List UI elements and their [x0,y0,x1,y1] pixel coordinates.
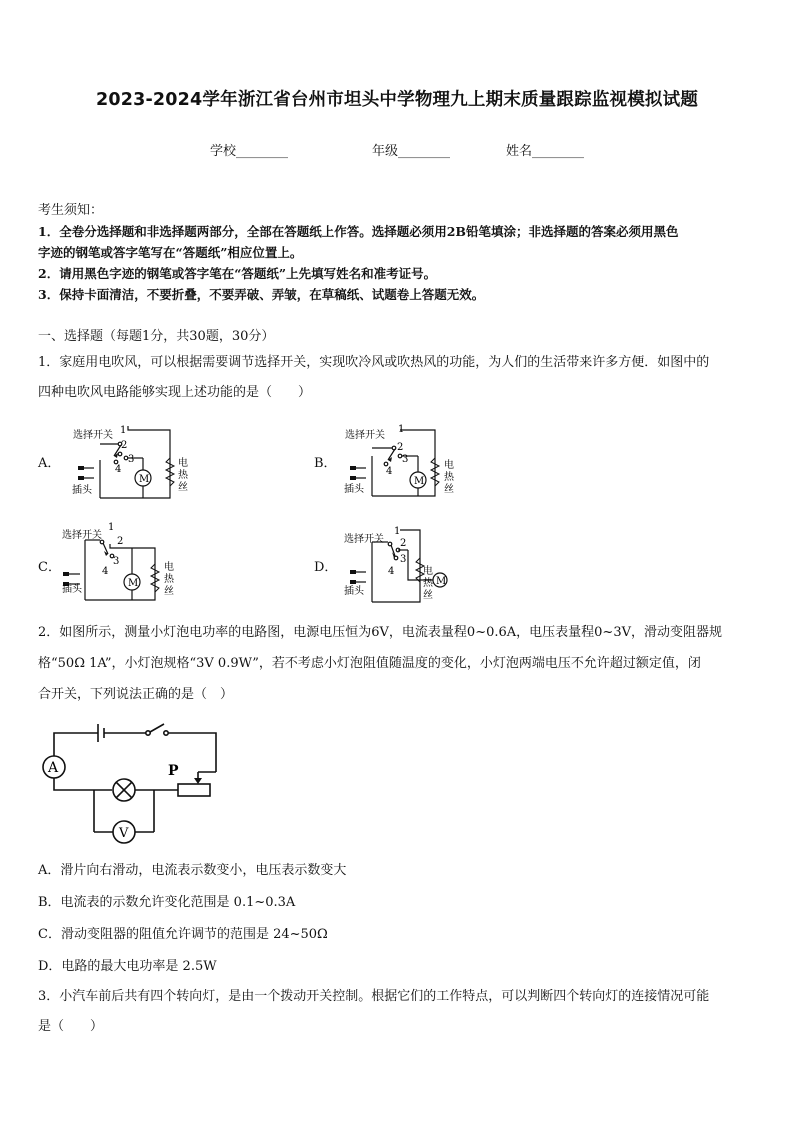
node-2-label: 2 [117,536,124,547]
heater-label: 电 [444,460,454,471]
heater-label: 电 [164,562,174,573]
q2-text-line2: 格“50Ω 1A”，小灯泡规格“3V 0.9W”，若不考虑小灯泡阻值随温度的变化，小灯泡两端电压不允许超过额定值，闭 [38,656,701,671]
note-item: 2．请用黑色字迹的钢笔或答字笔在“答题纸”上先填写姓名和准考证号。 [38,266,437,281]
heater-label: 丝 [178,482,188,493]
voltmeter-icon: V [119,826,129,841]
motor-label: M [128,578,139,589]
motor-label: M [139,474,150,485]
node-4-label: 4 [115,464,122,475]
heater-label: 热 [178,470,188,481]
q3-text-line2: 是（ ） [38,1019,104,1034]
node-2-label: 2 [121,440,128,451]
node-3-label: 3 [402,454,409,465]
node-3-label: 3 [113,556,120,567]
q1-option-c[interactable]: C． [38,560,61,575]
node-1-label: 1 [108,522,115,533]
note-item: 3．保持卡面清洁，不要折叠，不要弄破、弄皱，在草稿纸、试题卷上答题无效。 [38,287,485,302]
node-3-label: 3 [400,554,407,565]
slider-label: P [168,763,179,779]
section-heading: 一、选择题（每题1分，共30题，30分） [38,329,275,344]
node-2-label: 2 [400,538,407,549]
node-1-label: 1 [398,424,405,435]
heater-label: 热 [423,578,433,589]
q1-circuit-a [68,418,208,508]
heater-label: 电 [423,566,433,577]
q2-option-d[interactable]: D．电路的最大电功率是 2.5W [38,959,217,974]
q1-text-line1: 1．家庭用电吹风，可以根据需要调节选择开关，实现吹冷风或吹热风的功能，为人们的生活带来许多方便．如图中的 [38,355,710,370]
page-title: 2023-2024学年浙江省台州市坦头中学物理九上期末质量跟踪监视模拟试题 [95,90,699,110]
node-4-label: 4 [388,566,395,577]
notes-list [38,221,758,305]
q2-option-b[interactable]: B．电流表的示数允许变化范围是 0.1~0.3A [38,895,296,910]
q2-text-line3: 合开关，下列说法正确的是（ ） [38,687,234,702]
heater-label: 丝 [444,484,454,495]
school-field: 学校________ [210,144,289,159]
q2-text-line1: 2．如图所示，测量小灯泡电功率的电路图，电源电压恒为6V，电流表量程0~0.6A，电压表量程0~3V，滑动变阻器规 [38,625,722,640]
switch-label: 选择开关 [344,534,384,545]
notes-heading: 考生须知： [38,203,104,218]
q2-option-a[interactable]: A．滑片向右滑动，电流表示数变小，电压表示数变大 [38,863,347,878]
q3-text-line1: 3．小汽车前后共有四个转向灯，是由一个拨动开关控制。根据它们的工作特点，可以判断四个转向灯的连接情况可能 [38,989,710,1004]
plug-label: 插头 [72,485,92,496]
q1-circuit-d [340,522,460,612]
switch-label: 选择开关 [73,430,113,441]
q1-circuit-c [60,520,190,610]
heater-label: 丝 [164,586,174,597]
q2-circuit [38,720,228,845]
plug-label: 插头 [344,484,364,495]
note-item: 字迹的钢笔或答字笔写在“答题纸”相应位置上。 [38,245,303,260]
q1-text-line2: 四种电吹风电路能够实现上述功能的是（ ） [38,385,312,400]
plug-label: 插头 [62,584,82,595]
motor-label: M [414,476,425,487]
plug-label: 插头 [344,586,364,597]
node-1-label: 1 [394,526,401,537]
node-4-label: 4 [386,466,393,477]
heater-label: 电 [178,458,188,469]
q1-circuit-b [340,420,480,510]
node-4-label: 4 [102,566,109,577]
heater-label: 丝 [423,590,433,601]
heater-label: 热 [164,574,174,585]
node-1-label: 1 [120,425,127,436]
node-2-label: 2 [397,442,404,453]
switch-label: 选择开关 [62,530,102,541]
q1-option-b[interactable]: B． [314,456,337,471]
q2-option-c[interactable]: C．滑动变阻器的阻值允许调节的范围是 24~50Ω [38,927,328,942]
motor-label: M [436,576,447,587]
name-field: 姓名________ [506,144,585,159]
q1-option-d[interactable]: D． [314,560,338,575]
grade-field: 年级________ [372,144,451,159]
switch-label: 选择开关 [345,430,385,441]
q1-option-a[interactable]: A． [38,456,61,471]
heater-label: 热 [444,472,454,483]
note-item: 1．全卷分选择题和非选择题两部分，全部在答题纸上作答。选择题必须用2B铅笔填涂；非选择题的答案必须用黑色 [38,224,679,239]
ammeter-icon: A [48,760,59,776]
node-3-label: 3 [128,454,135,465]
